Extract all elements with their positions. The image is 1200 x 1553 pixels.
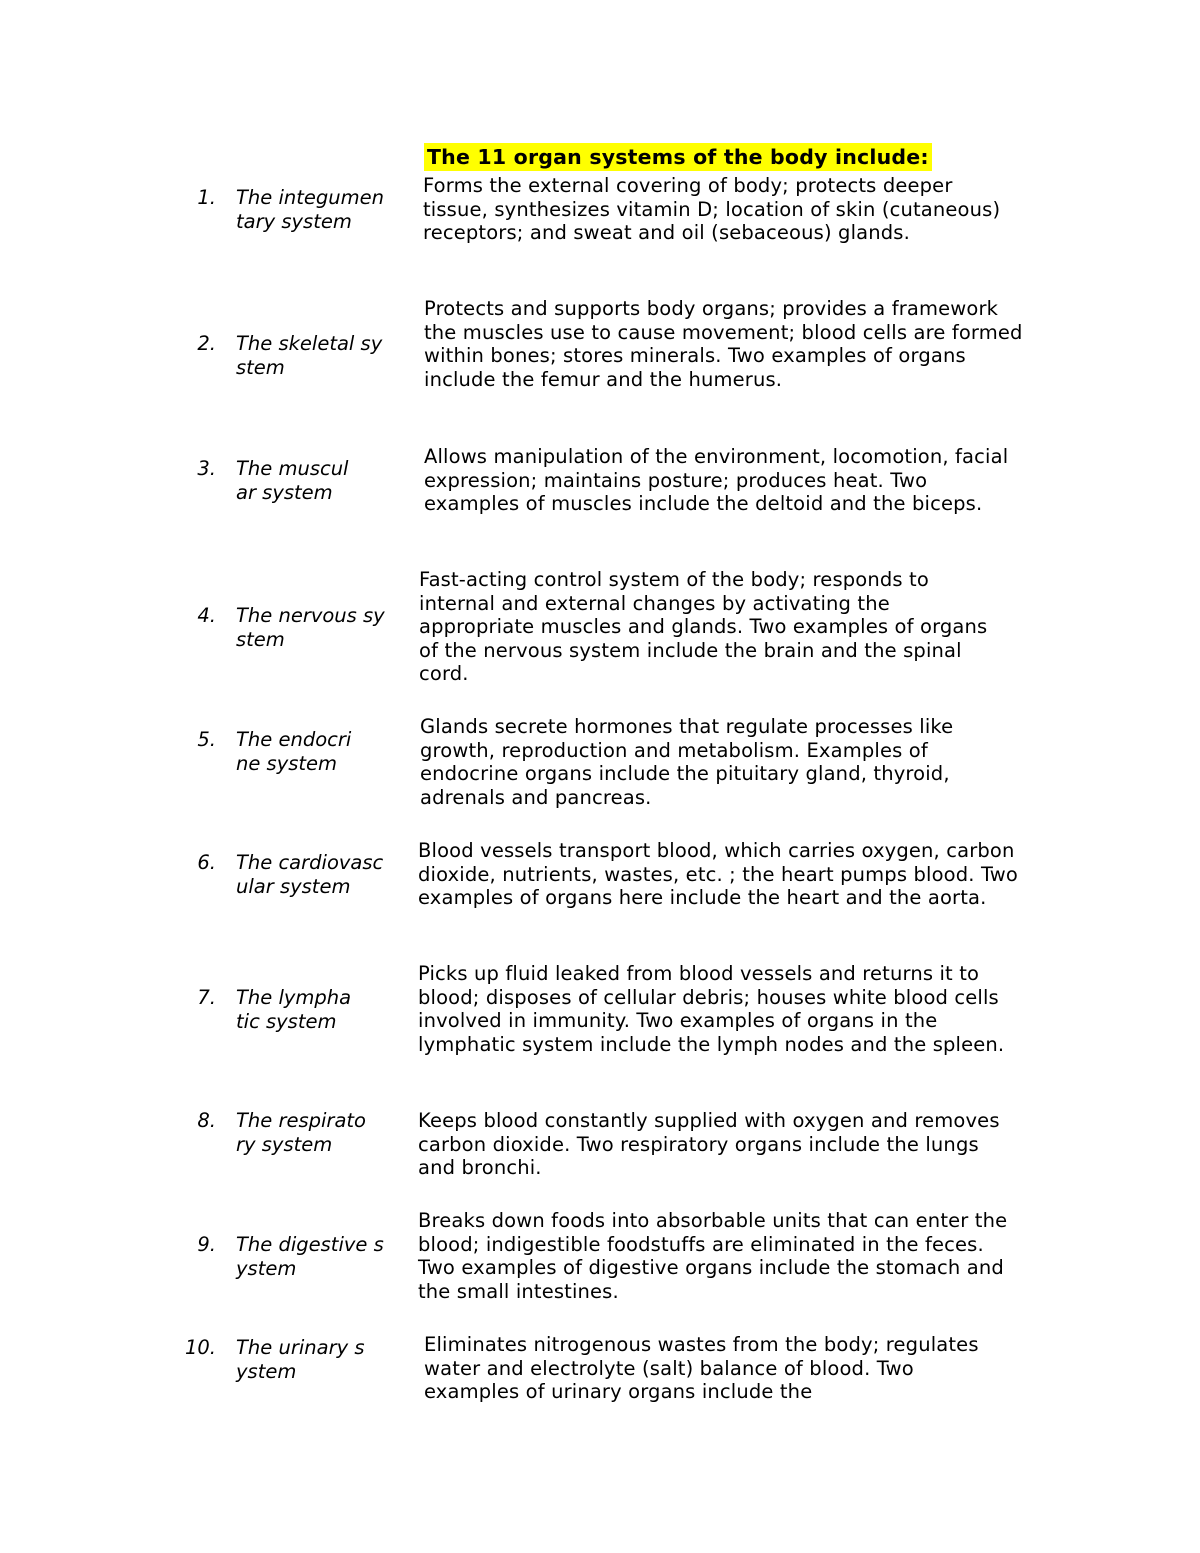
item-number: 10.: [184, 1336, 216, 1359]
system-name: The urinary system: [236, 1336, 365, 1383]
item-number: 8.: [197, 1109, 216, 1132]
system-description: Eliminates nitrogenous wastes from the body; regulates water and electrolyte (salt) balance of blood. Two examples of urinary organs include the: [424, 1333, 979, 1404]
system-name: The endocrine system: [236, 728, 352, 775]
system-description: Blood vessels transport blood, which carries oxygen, carbon dioxide, nutrients, wastes, etc. ; the heart pumps blood. Two examples of organs here include the heart and the aorta.: [418, 839, 1018, 910]
system-description: Picks up fluid leaked from blood vessels and returns it to blood; disposes of cellular debris; houses white blood cells involved in immunity. Two examples of organs in the lymphatic system include the lymph nodes and the spleen.: [418, 962, 1005, 1056]
system-name: The muscular system: [236, 457, 349, 504]
system-name: The integumentary system: [236, 186, 384, 233]
system-description: Keeps blood constantly supplied with oxygen and removes carbon dioxide. Two respiratory organs include the lungs and bronchi.: [418, 1109, 1000, 1180]
item-number: 4.: [197, 604, 216, 627]
item-number: 1.: [197, 186, 216, 209]
item-number: 7.: [197, 986, 216, 1009]
system-description: Fast-acting control system of the body; responds to internal and external changes by activating the appropriate muscles and glands. Two examples of organs of the nervous system include the brain and the spinal cord.: [419, 568, 988, 686]
system-description: Protects and supports body organs; provides a framework the muscles use to cause movement; blood cells are formed within bones; stores minerals. Two examples of organs include the femur and the humerus.: [424, 297, 1023, 391]
system-name: The skeletal system: [236, 332, 383, 379]
system-description: Forms the external covering of body; protects deeper tissue, synthesizes vitamin D; location of skin (cutaneous) receptors; and sweat and oil (sebaceous) glands.: [423, 174, 1001, 245]
system-name: The digestive system: [236, 1233, 384, 1280]
item-number: 2.: [197, 332, 216, 355]
system-description: Allows manipulation of the environment, locomotion, facial expression; maintains posture; produces heat. Two examples of muscles include the deltoid and the biceps.: [424, 445, 1009, 516]
system-description: Breaks down foods into absorbable units that can enter the blood; indigestible foodstuffs are eliminated in the feces. Two examples of digestive organs include the stomach and the small intestines.: [418, 1209, 1008, 1303]
system-description: Glands secrete hormones that regulate processes like growth, reproduction and metabolism. Examples of endocrine organs include the pituitary gland, thyroid, adrenals and pancreas.: [420, 715, 954, 809]
item-number: 5.: [197, 728, 216, 751]
item-number: 3.: [197, 457, 216, 480]
item-number: 9.: [197, 1233, 216, 1256]
system-name: The lymphatic system: [236, 986, 352, 1033]
system-name: The nervous system: [236, 604, 385, 651]
system-name: The cardiovascular system: [236, 851, 384, 898]
page-heading: The 11 organ systems of the body include:: [424, 143, 932, 171]
item-number: 6.: [197, 851, 216, 874]
system-name: The respiratory system: [236, 1109, 366, 1156]
